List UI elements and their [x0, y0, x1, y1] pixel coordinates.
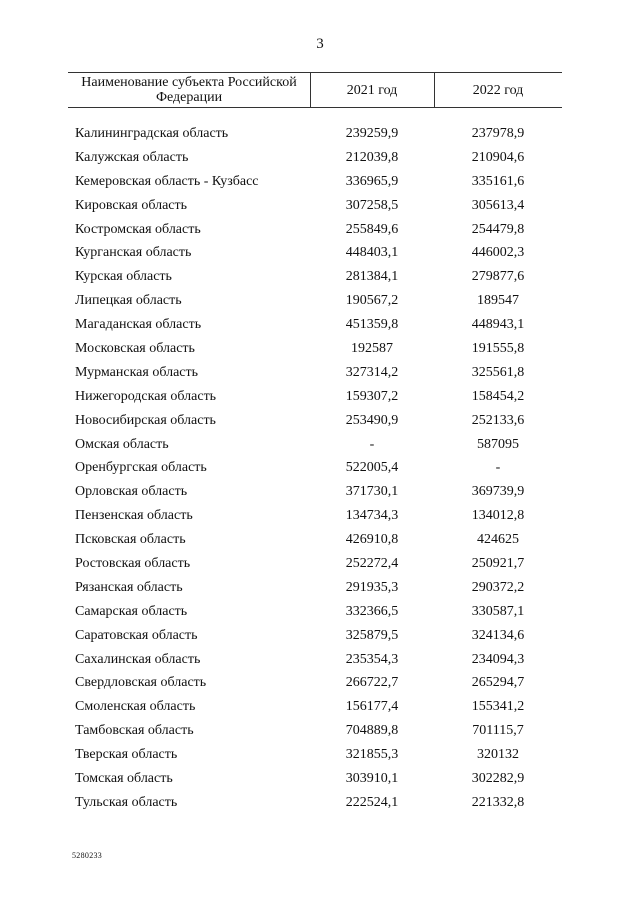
value-2021: 327314,2 — [345, 364, 399, 380]
region-name: Костромская область — [75, 221, 201, 237]
table-row — [0, 504, 640, 528]
table-row — [0, 122, 640, 146]
value-2022: 330587,1 — [471, 603, 525, 619]
table-row — [0, 480, 640, 504]
table-row — [0, 719, 640, 743]
value-2022: 302282,9 — [471, 771, 525, 787]
region-name: Калининградская область — [75, 126, 229, 141]
table-header — [68, 72, 562, 108]
region-name: Омская область — [75, 436, 169, 452]
table-row — [0, 218, 640, 242]
table-row — [0, 265, 640, 289]
table-row — [0, 385, 640, 409]
value-2021: 253490,9 — [345, 412, 399, 428]
value-2021: 451359,8 — [345, 317, 399, 333]
value-2022: 290372,2 — [471, 579, 525, 595]
value-2021: 255849,6 — [345, 221, 399, 237]
value-2021: 303910,1 — [345, 771, 399, 787]
value-2021: - — [369, 436, 375, 452]
region-name: Орловская область — [75, 484, 188, 500]
region-name: Тамбовская область — [75, 723, 194, 739]
value-2022: 210904,6 — [471, 149, 525, 165]
table-row — [0, 409, 640, 433]
region-name: Мурманская область — [75, 364, 199, 380]
value-2021: 704889,8 — [345, 723, 399, 739]
table-body — [0, 122, 640, 815]
table-row — [0, 241, 640, 265]
value-2021: 332366,5 — [345, 603, 399, 619]
region-name: Оренбургская область — [75, 460, 207, 476]
header-region-column: Наименование субъекта Российской Федерации — [81, 75, 297, 105]
value-2021: 252272,4 — [345, 556, 399, 572]
value-2021: 291935,3 — [345, 579, 399, 595]
value-2022: 134012,8 — [471, 508, 525, 524]
value-2022: 335161,6 — [471, 173, 525, 189]
region-name: Сахалинская область — [75, 651, 201, 667]
region-name: Самарская область — [75, 603, 188, 619]
value-2021: 336965,9 — [345, 173, 399, 189]
value-2022: 237978,9 — [471, 126, 525, 141]
table-row — [0, 576, 640, 600]
value-2022: 254479,8 — [471, 221, 525, 237]
value-2021: 192587 — [351, 341, 393, 357]
value-2022: 324134,6 — [471, 627, 525, 643]
table-row — [0, 194, 640, 218]
value-2021: 222524,1 — [345, 794, 399, 810]
table-row — [0, 767, 640, 791]
region-name: Новосибирская область — [75, 412, 216, 428]
region-name: Магаданская область — [75, 317, 202, 333]
value-2022: 325561,8 — [471, 364, 525, 380]
table-row — [0, 146, 640, 170]
table-row — [0, 170, 640, 194]
value-2021: 325879,5 — [345, 627, 399, 643]
value-2022: 155341,2 — [471, 699, 525, 715]
table-row — [0, 337, 640, 361]
region-name: Нижегородская область — [75, 388, 217, 404]
region-name: Свердловская область — [75, 675, 207, 691]
region-name: Томская область — [75, 771, 173, 787]
table-row — [0, 671, 640, 695]
table-row — [0, 695, 640, 719]
table-row — [0, 528, 640, 552]
region-name: Московская область — [75, 341, 195, 357]
value-2022: 234094,3 — [471, 651, 525, 667]
table-row — [0, 791, 640, 815]
region-name: Кировская область — [75, 197, 188, 213]
value-2022: 446002,3 — [471, 245, 525, 261]
table-row — [0, 624, 640, 648]
table-row — [0, 648, 640, 672]
value-2022: 189547 — [477, 293, 519, 309]
region-name: Смоленская область — [75, 699, 196, 715]
table-row — [0, 313, 640, 337]
document-code: 5280233 — [72, 851, 103, 860]
value-2021: 307258,5 — [345, 197, 399, 213]
region-name: Ростовская область — [75, 556, 191, 572]
region-name: Курская область — [75, 269, 172, 285]
value-2021: 281384,1 — [345, 269, 399, 285]
value-2022: 252133,6 — [471, 412, 525, 428]
table-row — [0, 289, 640, 313]
value-2021: 134734,3 — [345, 508, 399, 524]
value-2022: 305613,4 — [471, 197, 525, 213]
value-2022: 701115,7 — [472, 723, 524, 739]
value-2021: 426910,8 — [345, 532, 399, 548]
region-name: Курганская область — [75, 245, 192, 261]
value-2021: 239259,9 — [345, 126, 399, 141]
region-name: Липецкая область — [75, 293, 182, 309]
value-2022: 158454,2 — [471, 388, 525, 404]
value-2022: 587095 — [477, 436, 519, 452]
table-row — [0, 552, 640, 576]
value-2021: 190567,2 — [345, 293, 399, 309]
value-2021: 448403,1 — [345, 245, 399, 261]
value-2021: 371730,1 — [345, 484, 399, 500]
table-row — [0, 743, 640, 767]
value-2021: 156177,4 — [345, 699, 399, 715]
value-2022: 320132 — [477, 747, 519, 763]
region-name: Тверская область — [75, 747, 178, 763]
page-number: 3 — [316, 36, 324, 52]
value-2022: 448943,1 — [471, 317, 525, 333]
value-2022: 279877,6 — [471, 269, 525, 285]
value-2021: 266722,7 — [345, 675, 399, 691]
table-row — [0, 361, 640, 385]
region-name: Псковская область — [75, 532, 186, 548]
value-2022: 265294,7 — [471, 675, 525, 691]
region-name: Саратовская область — [75, 627, 198, 643]
region-name: Калужская область — [75, 149, 189, 165]
region-name: Пензенская область — [75, 508, 193, 524]
value-2022: 250921,7 — [471, 556, 525, 572]
value-2022: 191555,8 — [471, 341, 525, 357]
value-2022: 424625 — [477, 532, 519, 548]
table-row — [0, 600, 640, 624]
table-row — [0, 433, 640, 457]
region-name: Тульская область — [75, 794, 178, 810]
value-2021: 212039,8 — [345, 149, 399, 165]
value-2022: - — [495, 460, 501, 476]
header-2021-column: 2021 год — [346, 82, 398, 98]
value-2022: 369739,9 — [471, 484, 525, 500]
value-2022: 221332,8 — [471, 794, 525, 810]
value-2021: 321855,3 — [345, 747, 399, 763]
value-2021: 159307,2 — [345, 388, 399, 404]
region-name: Кемеровская область - Кузбасс — [75, 173, 259, 189]
value-2021: 522005,4 — [345, 460, 399, 476]
header-2022-column: 2022 год — [472, 82, 524, 98]
region-name: Рязанская область — [75, 579, 183, 595]
value-2021: 235354,3 — [345, 651, 399, 667]
table-row — [0, 456, 640, 480]
